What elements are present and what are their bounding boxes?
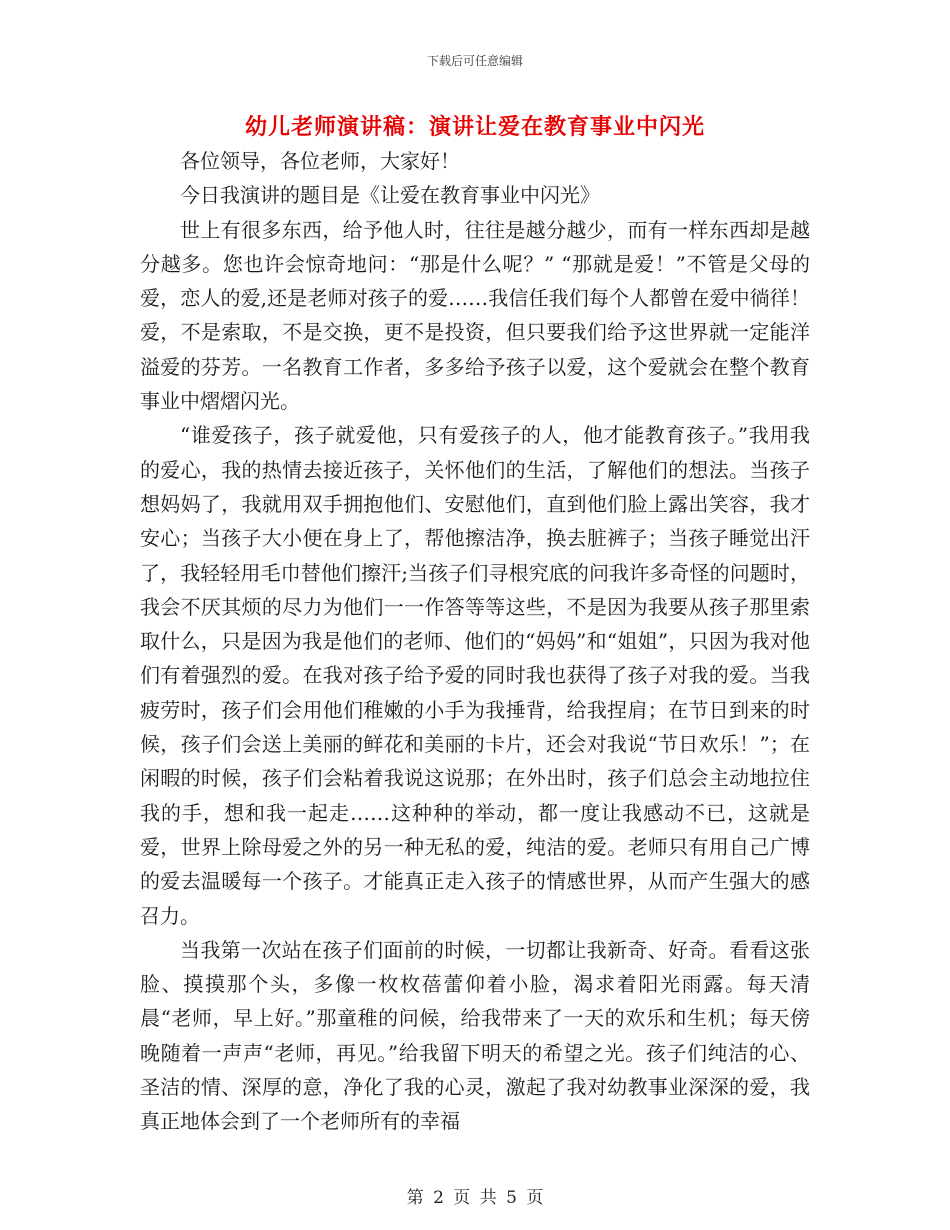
paragraph-teacher-love: “谁爱孩子，孩子就爱他，只有爱孩子的人，他才能教育孩子。”我用我的爱心，我的热情去接近孩子，关怀他们的生活，了解他们的想法。当孩子想妈妈了，我就用双手拥抱他们、安慰他们，直到他们脸上露出笑容，我才安心；当孩子大小便在身上了，帮他擦洁净，换去脏裤子；当孩子睡觉出汗了，我轻轻用毛巾替他们擦汗;当孩子们寻根究底的问我许多奇怪的问题时，我会不厌其烦的尽力为他们一一作答等等这些，不是因为我要从孩子那里索取什么，只是因为我是他们的老师、他们的“妈妈”和“姐姐”，只因为我对他们有着强烈的爱。在我对孩子给予爱的同时我也获得了孩子对我的爱。当我疲劳时，孩子们会用他们稚嫩的小手为我捶背，给我捏肩；在节日到来的时候，孩子们会送上美丽的鲜花和美丽的卡片，还会对我说“节日欢乐！”；在闲暇的时候，孩子们会粘着我说这说那；在外出时，孩子们总会主动地拉住我的手，想和我一起走……这种种的举动，都一度让我感动不已，这就是爱，世界上除母爱之外的另一种无私的爱，纯洁的爱。老师只有用自己广博的爱去温暖每一个孩子。才能真正走入孩子的情感世界，从而产生强大的感召力。 (140, 423, 810, 928)
footer-suffix: 页 (526, 1188, 544, 1208)
page-footer (0, 1183, 950, 1208)
page-header: 下载后可任意编辑 (426, 54, 523, 68)
paragraph-topic: 今日我演讲的题目是《让爱在教育事业中闪光》 (180, 183, 600, 208)
footer-page-word: 页 (453, 1188, 471, 1208)
footer-current-page: 2 (433, 1188, 444, 1208)
paragraph-greeting: 各位领导，各位老师，大家好！ (180, 149, 460, 173)
footer-prefix: 第 (406, 1188, 424, 1208)
paragraph-first-day: 当我第一次站在孩子们面前的时候，一切都让我新奇、好奇。看看这张脸、摸摸那个头，多像一枚枚蓓蕾仰着小脸，渴求着阳光雨露。每天清晨“老师，早上好。”那童稚的问候，给我带来了一天的欢乐和生机；每天傍晚随着一声声“老师，再见。”给我留下明天的希望之光。孩子们纯洁的心、圣洁的情、深厚的意，净化了我的心灵，激起了我对幼教事业深深的爱，我真正地体会到了一个老师所有的幸福 (140, 937, 810, 1134)
document-body (140, 144, 810, 1139)
footer-total-word: 共 (479, 1188, 497, 1208)
paragraph-love-intro: 世上有很多东西，给予他人时，往往是越分越少，而有一样东西却是越分越多。您也许会惊奇地问：“那是什么呢？” “那就是爱！”不管是父母的爱，恋人的爱,还是老师对孩子的爱……我信任我们每个人都曾在爱中徜徉！爱，不是索取，不是交换，更不是投资，但只要我们给予这世界就一定能洋溢爱的芬芳。一名教育工作者，多多给予孩子以爱，这个爱就会在整个教育事业中熠熠闪光。 (140, 217, 810, 414)
document-title: 幼儿老师演讲稿：演讲让爱在教育事业中闪光 (244, 114, 705, 140)
footer-total-pages: 5 (506, 1188, 517, 1208)
